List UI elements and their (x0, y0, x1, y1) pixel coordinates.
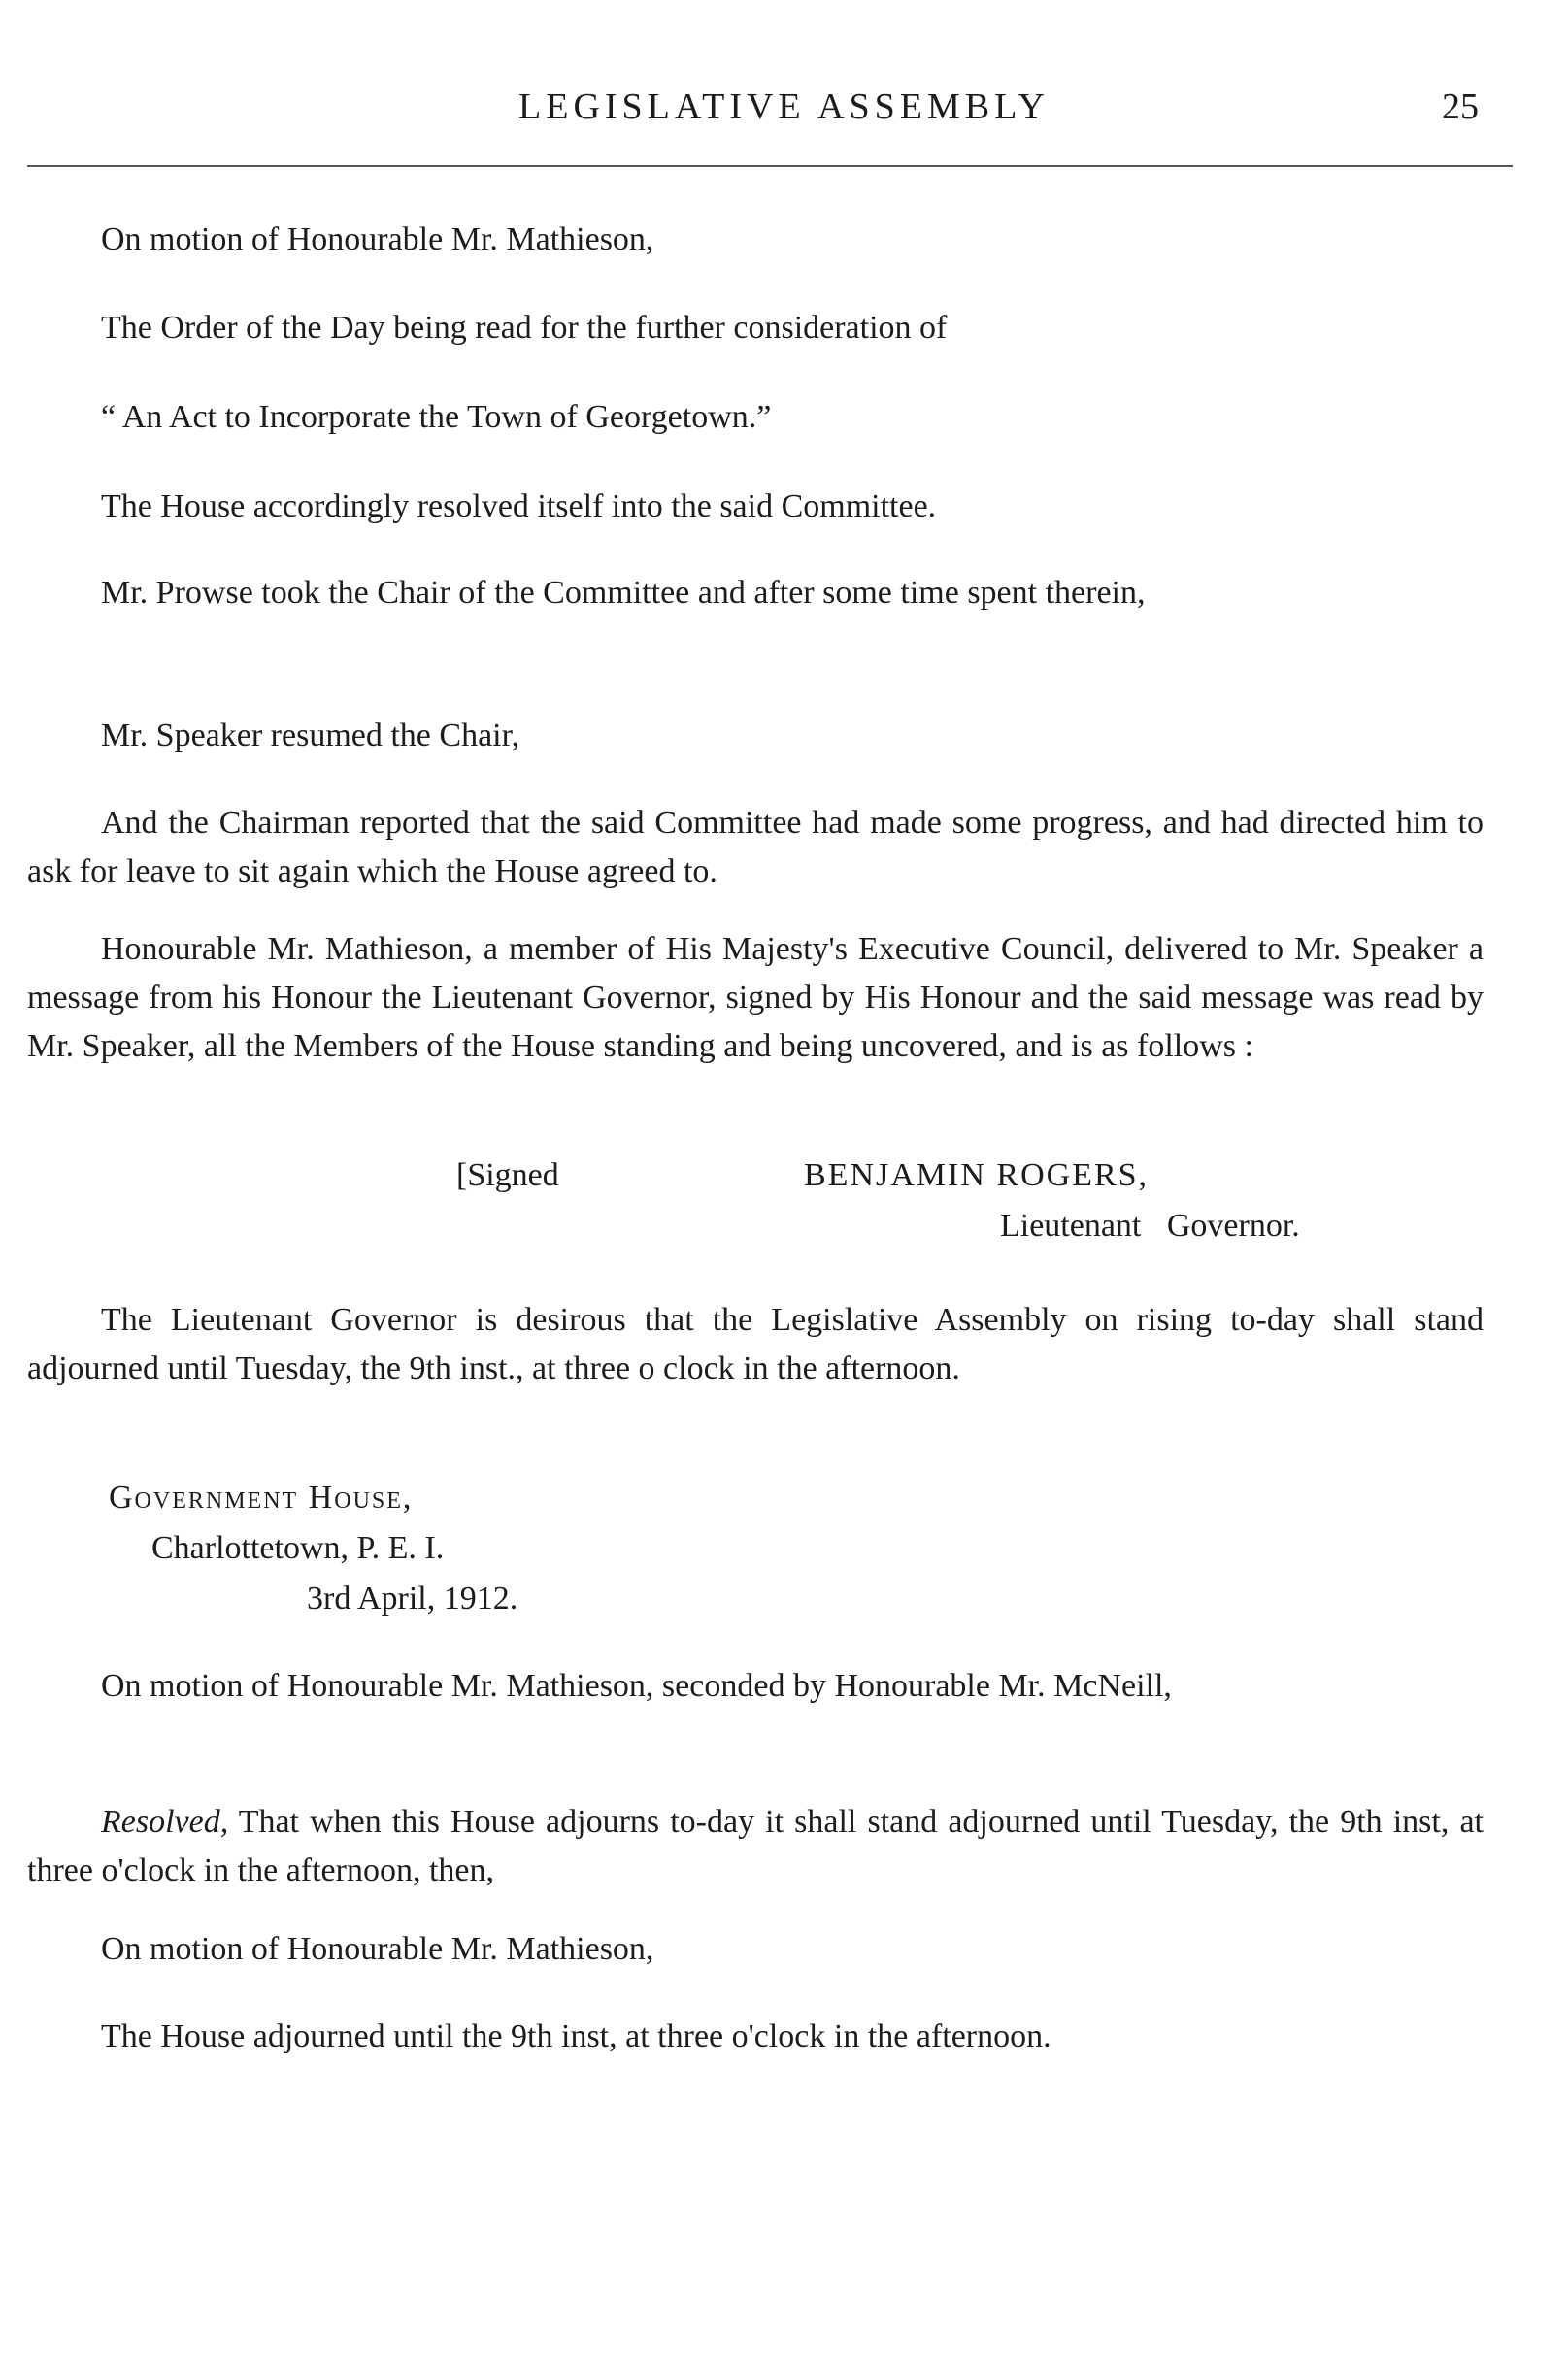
running-title: LEGISLATIVE ASSEMBLY (518, 86, 1050, 127)
signatory-name: BENJAMIN ROGERS, (804, 1157, 1150, 1193)
resolved-label: Resolved, (101, 1804, 229, 1840)
paragraph-adjourned: The House adjourned until the 9th inst, at three o'clock in the afternoon. (101, 2018, 1051, 2054)
paragraph-resolved (27, 1798, 1484, 1895)
page-header (0, 85, 1568, 144)
paragraph-message-delivery: Honourable Mr. Mathieson, a member of His Majesty's Executive Council, delivered to Mr. Speaker a message from his Honour the Lieutenant Governor, signed by His Honour and the said message was read by Mr. Speaker, all the Members of the House standing and being uncovered, and is as follows : (27, 931, 1484, 1064)
paragraph-committee: The House accordingly resolved itself into the said Committee. (101, 488, 937, 524)
paragraph-act-title: “ An Act to Incorporate the Town of Georgetown.” (101, 399, 772, 435)
paragraph-speaker-resumed: Mr. Speaker resumed the Chair, (101, 717, 520, 753)
page-number: 25 (1442, 86, 1479, 127)
paragraph-motion-seconded: On motion of Honourable Mr. Mathieson, seconded by Honourable Mr. McNeill, (101, 1668, 1172, 1704)
paragraph-motion-1: On motion of Honourable Mr. Mathieson, (101, 221, 654, 257)
address-line-1: Government House, (109, 1480, 414, 1516)
paragraph-chairman-report: And the Chairman reported that the said Committee had made some progress, and had directed him to ask for leave to sit again which the House agreed to. (27, 805, 1484, 889)
paragraph-motion-final: On motion of Honourable Mr. Mathieson, (101, 1931, 654, 1967)
address-date: 3rd April, 1912. (307, 1581, 518, 1616)
resolved-text: That when this House adjourns to-day it shall stand adjourned until Tuesday, the 9th inst, at three o'clock in the afternoon, then, (27, 1804, 1484, 1888)
signatory-title: Lieutenant Governor. (1000, 1208, 1300, 1244)
header-rule (27, 165, 1513, 167)
address-line-2: Charlottetown, P. E. I. (151, 1530, 445, 1566)
paragraph-governor-desire: The Lieutenant Governor is desirous that the Legislative Assembly on rising to-day shall stand adjourned until Tuesday, the 9th inst., at three o clock in the afternoon. (27, 1302, 1484, 1386)
signed-bracket: [Signed (456, 1157, 559, 1193)
paragraph-order-of-day: The Order of the Day being read for the further consideration of (101, 310, 948, 346)
paragraph-prowse-chair: Mr. Prowse took the Chair of the Committee and after some time spent therein, (101, 575, 1146, 611)
